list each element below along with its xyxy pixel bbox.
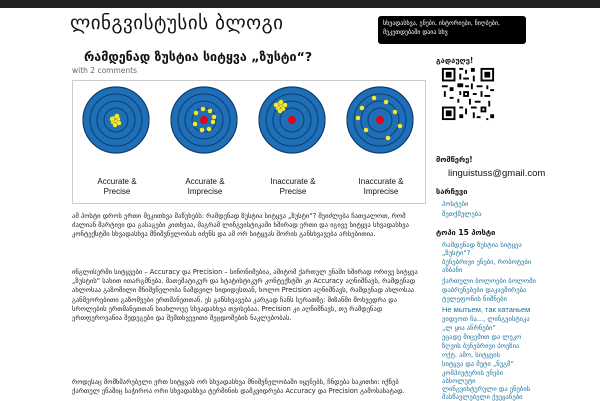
target-inaccurate-imprecise (347, 87, 413, 153)
top-post-link[interactable]: ოქტ. ამო, სიტყვის (442, 351, 501, 359)
target-accurate-precise (83, 87, 149, 153)
top-post-link[interactable]: კომპიუტერის ენები (442, 369, 504, 377)
top-post-link[interactable]: Не мытьем, так катаньем (442, 305, 531, 314)
caption-inaccurate-imprecise: Inaccurate & Imprecise (358, 177, 404, 196)
target-inaccurate-precise (259, 87, 325, 153)
comments-link[interactable]: with 2 comments (72, 66, 137, 75)
post-paragraph-1: ამ პოსტი დროს ერთი მეკითხვა მაწუხებს: რამდენად ზუსტია სიტყვა „ზუსტი“? შეიძლება ჩათვალოთ, რომ ძალიან მარტივი და გასაგები კითხვაა, მაგრამ ლინგვისტიკაში ხშირად ერთი და იგივე სიტყვა სხვადასხვა კონტექსტში სხვადასხვა მნიშვნელობას იძენს და ამ ორ სიტყვას შორის განსხვავება არსებითია. (72, 212, 409, 239)
top-posts-heading: ტოპი 15 პოსტი (436, 228, 496, 237)
email-address[interactable]: linguistuss@gmail.com (448, 168, 546, 179)
accuracy-precision-figure (72, 80, 426, 204)
post-paragraph-3: როდესაც მომხმარებელი ერთ სიტყვას ორ სხვადასხვა მნიშვნელობაში იყენებს, ჩნდება საკითხი: იქნებ ქართულ ენაშიც საჭიროა ორი სხვადასხვა ტერმინის დამკვიდრება Accuracy და Precision გამოსახატად. (72, 378, 405, 396)
top-post-link[interactable]: ტელეფონის ნიშნები (442, 295, 507, 303)
caption-accurate-precise: Accurate & Precise (97, 177, 137, 196)
top-post-link[interactable]: ვიდეოთ ჩა..., ლინგვისტიკა (442, 315, 530, 323)
site-tagline: სხვადასხვა, ენები, ისტორიები, ნიღბები, მეკეთდებაში დაია სხვ (378, 16, 526, 44)
top-post-link[interactable]: რამდენად ზუსტია სიტყვა (442, 241, 522, 249)
site-title[interactable]: ლინგვისტუსის ბლოგი (70, 12, 284, 34)
top-post-link[interactable]: ქართული ბოლოები ბოლოში (442, 277, 536, 285)
target-accurate-imprecise (171, 87, 237, 153)
top-post-link[interactable]: „ლ ყია ანრნები“ (442, 324, 496, 332)
qr-heading: გადაუღე! (436, 56, 474, 65)
top-post-link[interactable]: ანბანი (442, 266, 463, 274)
caption-accurate-imprecise: Accurate & Imprecise (185, 177, 225, 196)
post-paragraph-2: ინგლისურში სიტყვები – Accuracy და Precision – სინონიმებია, ამიტომ ქართულ ენაში ხშირად ორივე სიტყვა „ზუსტის“ სახით ითარგმნება. მათემატიკურ და სტატისტიკურ კონტექსტში კი Accuracy აღნიშნავს, რამდენად ახლოსაა გაზომილი მნიშვნელობა ნამდვილ სიდიდესთან, ხოლო Precision აღნიშნავს, რამდენად ახლოსაა განმეორებითი გაზომვები ერთმანეთთან. ეს განსხვავება კარგად ჩანს სურათზე: მიზანში მოხვედრა და სროლების ერთმანეთთან სიახლოვე სხვადასხვა თვისებაა. Precision კი აღნიშნავს, თუ რამდენად ერთფეროვანია შედეგები და შემთხვევითი შეცდომების ნაკლებობას. (72, 268, 418, 323)
top-post-link[interactable]: აბსოლუტი (442, 377, 476, 385)
email-heading: მომწერე! (436, 155, 473, 164)
categories-heading: სარჩევი (436, 187, 468, 196)
qr-code-icon (440, 66, 496, 122)
top-post-link[interactable]: მასწავლებელი ქვეყანები (442, 393, 523, 401)
post-title[interactable]: რამდენად ზუსტია სიტყვა „ზუსტი“? (84, 49, 313, 64)
top-post-link[interactable]: ბუნებრივი ენები, რობოტები (442, 258, 532, 266)
top-post-link[interactable]: ლინგვისტურული და ენების (442, 385, 531, 393)
category-link[interactable]: შეთქმულება (442, 210, 482, 218)
top-post-link[interactable]: სიტყვა და მეტი „ნუგმ“ (442, 360, 514, 368)
top-post-link[interactable]: ეცადე მიცემით და ლეკო (442, 333, 522, 341)
caption-inaccurate-precise: Inaccurate & Precise (270, 177, 316, 196)
category-link[interactable]: პოსტები (442, 200, 469, 208)
top-post-link[interactable]: „ზუსტი“? (442, 249, 471, 257)
sidebar (436, 0, 600, 400)
top-post-link[interactable]: ზღვის ბუნებრივი პოეზია (442, 342, 520, 350)
top-post-link[interactable]: დაბრუნებები დაკავშირება (442, 286, 527, 294)
